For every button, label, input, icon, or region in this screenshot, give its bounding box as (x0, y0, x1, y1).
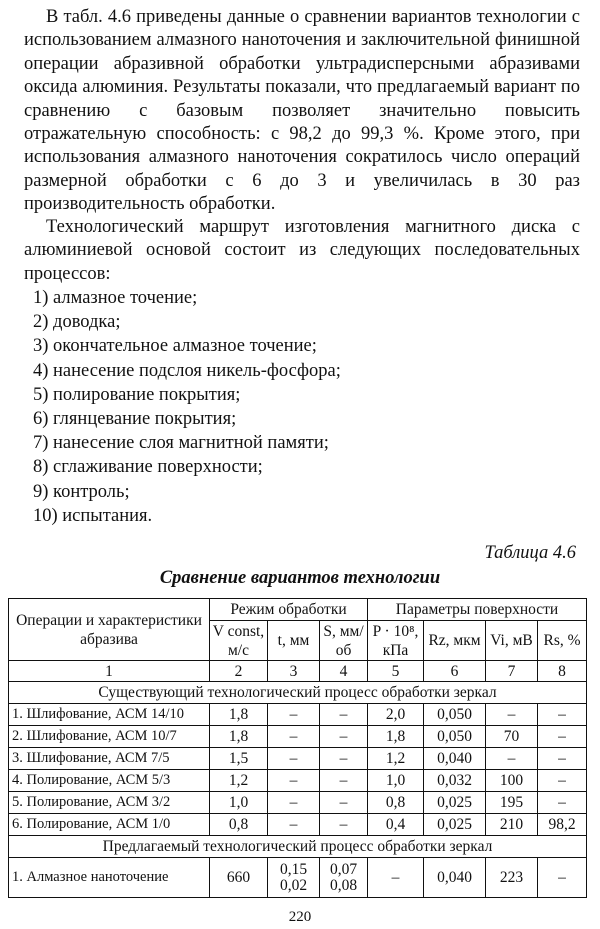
header-rs: Rs, % (538, 621, 587, 661)
cell-p: 0,8 (368, 792, 424, 814)
column-number: 3 (268, 661, 320, 682)
cell-rz: 0,050 (424, 726, 486, 748)
comparison-table (8, 598, 587, 898)
cell-t: – (268, 704, 320, 726)
cell-s: – (320, 770, 368, 792)
cell-operation: 6. Полирование, АСМ 1/0 (9, 814, 210, 836)
cell-vi: 223 (486, 858, 538, 898)
cell-s: – (320, 704, 368, 726)
cell-p: 2,0 (368, 704, 424, 726)
list-item: 4) нанесение подслоя никель-фосфора; (33, 360, 341, 381)
cell-operation: 3. Шлифование, АСМ 7/5 (9, 748, 210, 770)
section-proposed: Предлагаемый технологический процесс обработки зеркал (9, 836, 587, 858)
cell-s-bottom: 0,08 (329, 876, 358, 894)
cell-vi: – (486, 748, 538, 770)
list-item: 3) окончательное алмазное точение; (33, 336, 317, 357)
list-item: 10) испытания. (33, 505, 153, 526)
header-operations: Операции и характеристики абразива (9, 599, 210, 661)
table-caption: Таблица 4.6 (484, 543, 576, 563)
cell-operation: 2. Шлифование, АСМ 10/7 (9, 726, 210, 748)
cell-operation: 4. Полирование, АСМ 5/3 (9, 770, 210, 792)
column-number-row (9, 661, 587, 682)
list-item: 9) контроль; (33, 481, 130, 502)
table-row (9, 792, 587, 814)
cell-p: 1,8 (368, 726, 424, 748)
cell-s (320, 858, 368, 898)
column-number: 6 (424, 661, 486, 682)
cell-p: 0,4 (368, 814, 424, 836)
list-item: 7) нанесение слоя магнитной памяти; (33, 433, 329, 454)
table-row (9, 704, 587, 726)
cell-vi: – (486, 704, 538, 726)
column-number: 4 (320, 661, 368, 682)
cell-s: – (320, 792, 368, 814)
cell-rz: 0,040 (424, 748, 486, 770)
cell-rz: 0,025 (424, 792, 486, 814)
header-p: P · 10⁸, кПа (368, 621, 424, 661)
table-row (9, 770, 587, 792)
cell-v: 1,5 (210, 748, 268, 770)
table-row (9, 858, 587, 898)
cell-operation: 5. Полирование, АСМ 3/2 (9, 792, 210, 814)
table-title: Сравнение вариантов технологии (159, 568, 441, 588)
cell-rs: – (538, 858, 587, 898)
page-number: 220 (288, 909, 312, 925)
list-item: 8) сглаживание поверхности; (33, 457, 263, 478)
cell-rs: – (538, 704, 587, 726)
cell-rs: – (538, 770, 587, 792)
column-number: 7 (486, 661, 538, 682)
cell-vi: 195 (486, 792, 538, 814)
cell-s-top: 0,07 (329, 860, 358, 878)
header-rz: Rz, мкм (424, 621, 486, 661)
cell-t: – (268, 770, 320, 792)
column-number: 1 (9, 661, 210, 682)
section-existing: Существующий технологический процесс обработки зеркал (9, 682, 587, 704)
cell-operation: 1. Алмазное наноточение (9, 858, 210, 898)
cell-t: – (268, 748, 320, 770)
cell-v: 0,8 (210, 814, 268, 836)
cell-v: 1,8 (210, 726, 268, 748)
cell-operation: 1. Шлифование, АСМ 14/10 (9, 704, 210, 726)
header-t: t, мм (268, 621, 320, 661)
cell-p: – (368, 858, 424, 898)
cell-rs: 98,2 (538, 814, 587, 836)
header-s: S, мм/об (320, 621, 368, 661)
cell-rs: – (538, 748, 587, 770)
cell-vi: 210 (486, 814, 538, 836)
cell-rs: – (538, 792, 587, 814)
table-row (9, 814, 587, 836)
cell-t: – (268, 726, 320, 748)
table-row (9, 748, 587, 770)
table-row (9, 726, 587, 748)
cell-v: 1,2 (210, 770, 268, 792)
cell-s: – (320, 748, 368, 770)
cell-v: 1,8 (210, 704, 268, 726)
cell-v: 660 (210, 858, 268, 898)
cell-p: 1,0 (368, 770, 424, 792)
column-number: 8 (538, 661, 587, 682)
cell-t: – (268, 814, 320, 836)
cell-rz: 0,040 (424, 858, 486, 898)
cell-s: – (320, 726, 368, 748)
column-number: 2 (210, 661, 268, 682)
cell-s: – (320, 814, 368, 836)
cell-t-top: 0,15 (279, 860, 308, 878)
paragraph-comparison: В табл. 4.6 приведены данные о сравнении вариантов технологии с использованием алмазного наноточения и заключительной финишной операции абразивной обработки ультрадисперсными абразивами оксида алюминия. Результаты показали, что предлагаемый вариант по сравнению с базовым позволяет значительно повысить отражательную способность: с 98,2 до 99,3 %. Кроме этого, при использования алмазного наноточения сократилось число операций размерной обработки с 6 до 3 и увеличилась в 30 раз производительность обработки. (24, 7, 580, 215)
cell-rz: 0,050 (424, 704, 486, 726)
list-item: 2) доводка; (33, 312, 121, 333)
cell-p: 1,2 (368, 748, 424, 770)
cell-t: – (268, 792, 320, 814)
cell-vi: 100 (486, 770, 538, 792)
header-v: V const, м/с (210, 621, 268, 661)
list-item: 5) полирование покрытия; (33, 384, 241, 405)
paragraph-route: Технологический маршрут изготовления магнитного диска с алюминиевой основой состоит из следующих последовательных процессов: (24, 217, 580, 284)
process-list (33, 286, 341, 528)
cell-t (268, 858, 320, 898)
cell-v: 1,0 (210, 792, 268, 814)
list-item: 6) глянцевание покрытия; (33, 409, 237, 430)
column-number: 5 (368, 661, 424, 682)
header-surface: Параметры поверхности (368, 599, 587, 621)
list-item: 1) алмазное точение; (33, 288, 198, 308)
cell-rz: 0,025 (424, 814, 486, 836)
cell-rs: – (538, 726, 587, 748)
cell-t-bottom: 0,02 (279, 876, 308, 894)
cell-vi: 70 (486, 726, 538, 748)
cell-rz: 0,032 (424, 770, 486, 792)
header-vi: Vi, мВ (486, 621, 538, 661)
header-mode: Режим обработки (210, 599, 368, 621)
